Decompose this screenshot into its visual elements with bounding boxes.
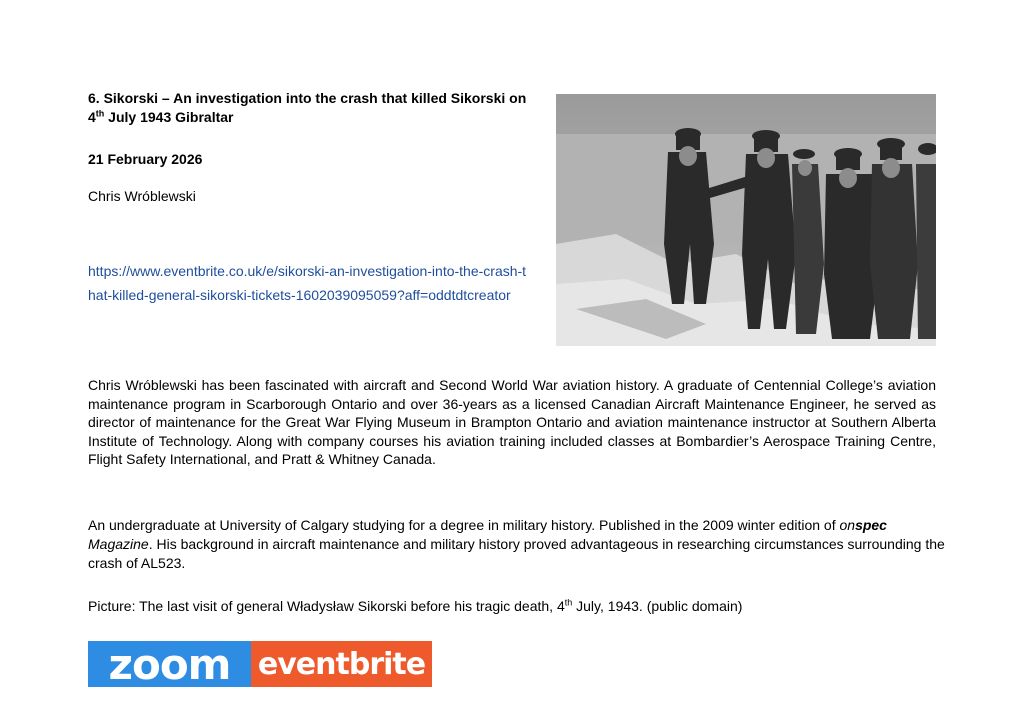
eventbrite-logo: eventbrite [251,641,432,687]
event-title [88,89,538,127]
magazine-name-word: Magazine [88,536,149,552]
event-title-text: 6. Sikorski – An investigation into the crash that killed Sikorski on 4 [88,90,527,125]
magazine-name-on: on [839,517,856,533]
event-title-text-end: July 1943 Gibraltar [104,109,234,125]
education-text-end: . His background in aircraft maintenance and military history proved advantageous in researching circumstances surrounding the crash of AL523. [88,536,945,571]
photo-caption [88,597,948,616]
historical-photo [556,94,936,346]
caption-text: Picture: The last visit of general Władysław Sikorski before his tragic death, 4 [88,598,565,614]
eventbrite-link[interactable]: https://www.eventbrite.co.uk/e/sikorski-an-investigation-into-the-crash-that-killed-general-sikorski-tickets-1602039095059?aff=oddtdtcreator [88,263,527,303]
caption-sup: th [564,597,573,608]
speaker-education [88,516,948,573]
event-date: 21 February 2026 [88,151,203,167]
speaker-bio: Chris Wróblewski has been fascinated with aircraft and Second World War aviation history. A graduate of Centennial College’s aviation maintenance program in Scarborough Ontario and over 36-years as a licensed Canadian Aircraft Maintenance Engineer, he served as director of maintenance for the Great War Flying Museum in Brampton Ontario and aviation maintenance instructor at Southern Alberta Institute of Technology. Along with company courses his aviation training included classes at Bombardier’s Aerospace Training Centre, Flight Safety International, and Pratt & Whitney Canada. [88,377,936,467]
sponsor-logos [88,641,432,687]
speaker-name: Chris Wróblewski [88,188,196,204]
caption-text-end: July, 1943. (public domain) [572,598,743,614]
education-text: An undergraduate at University of Calgary studying for a degree in military history. Published in the 2009 winter edition of [88,517,840,533]
event-title-sup: th [95,108,105,119]
zoom-logo: zoom [88,641,251,687]
magazine-name-spec: spec [855,517,887,533]
